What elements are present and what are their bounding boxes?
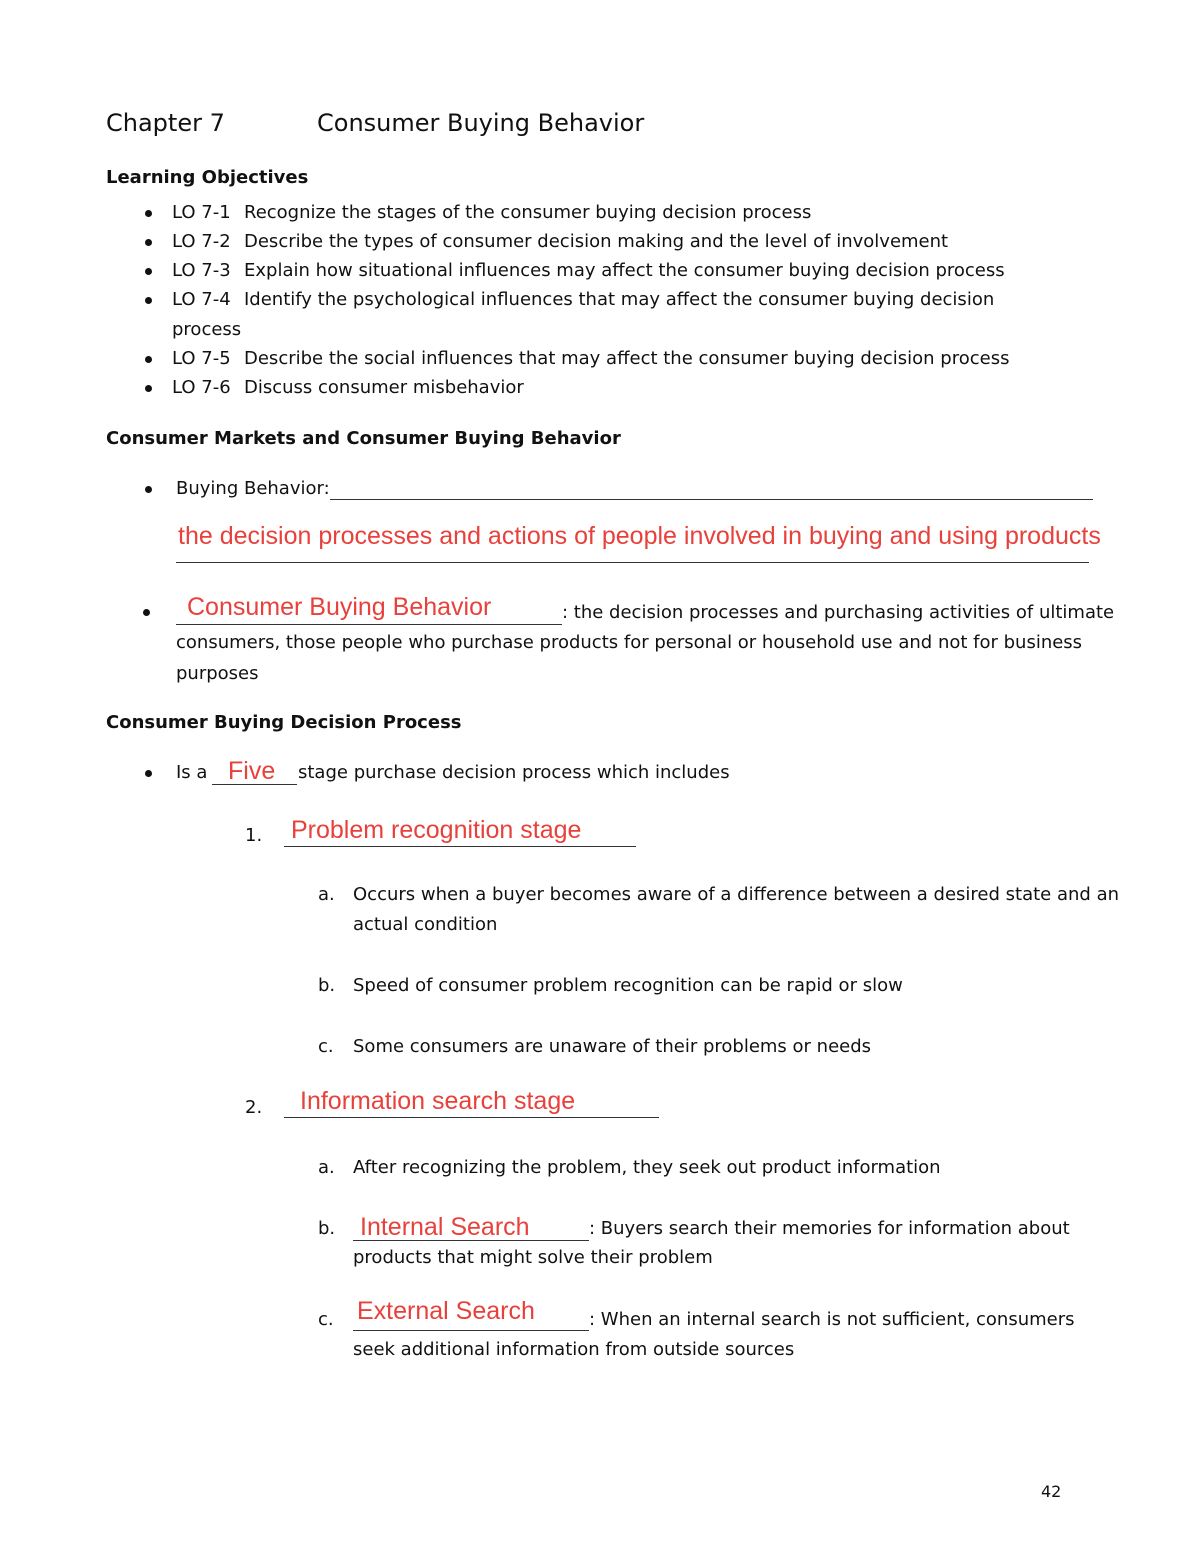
chapter-title: Consumer Buying Behavior [317,109,645,137]
cbb-definition: : the decision processes and purchasing activities of ultimate [562,602,1115,623]
blank-line [284,846,636,847]
item-text: : When an internal search is not sufficient, consumers [589,1309,1075,1330]
bullet-icon [145,268,152,275]
page-number: 42 [1041,1482,1062,1501]
bullet-icon [145,770,152,777]
external-search-answer: External Search [357,1297,535,1325]
cbb-definition: consumers, those people who purchase products for personal or household use and not for business [176,632,1083,653]
bullet-icon [145,239,152,246]
stage2-answer: Information search stage [300,1087,576,1115]
cbb-definition: purposes [176,663,259,684]
consumer-markets-heading: Consumer Markets and Consumer Buying Behavior [106,428,621,449]
learning-objectives-heading: Learning Objectives [106,167,309,188]
decision-process-heading: Consumer Buying Decision Process [106,712,462,733]
item-letter: c. [318,1309,334,1330]
item-letter: c. [318,1036,334,1057]
lo-item: LO 7-2 Describe the types of consumer decision making and the level of involvement [172,231,949,252]
blank-line [176,624,562,625]
bullet-icon [145,356,152,363]
item-text: seek additional information from outside sources [353,1339,795,1360]
stage1-number: 1. [245,825,263,846]
lo-item-continuation: process [172,319,242,340]
blank-line [330,499,1093,500]
item-text: Some consumers are unaware of their problems or needs [353,1036,872,1057]
bullet-icon [143,609,150,616]
bullet-icon [145,486,152,493]
item-text: Speed of consumer problem recognition can be rapid or slow [353,975,903,996]
item-text: actual condition [353,914,498,935]
lo-item: LO 7-3 Explain how situational influences may affect the consumer buying decision process [172,260,1005,281]
bullet-icon [145,297,152,304]
lo-item: LO 7-4 Identify the psychological influences that may affect the consumer buying decision [172,289,995,310]
blank-line [353,1240,589,1241]
bullet-icon [145,385,152,392]
intro-suffix: stage purchase decision process which includes [298,762,730,783]
item-letter: b. [318,1218,336,1239]
blank-line [353,1330,589,1331]
item-letter: a. [318,1157,335,1178]
item-text: After recognizing the problem, they seek out product information [353,1157,941,1178]
lo-item: LO 7-5 Describe the social influences that may affect the consumer buying decision process [172,348,1010,369]
buying-behavior-label: Buying Behavior: [176,478,330,499]
lo-item: LO 7-1 Recognize the stages of the consumer buying decision process [172,202,812,223]
item-text: : Buyers search their memories for information about [589,1218,1070,1239]
cbb-answer: Consumer Buying Behavior [187,593,492,621]
item-letter: a. [318,884,335,905]
item-letter: b. [318,975,336,996]
chapter-number: Chapter 7 [106,109,225,137]
lo-item: LO 7-6 Discuss consumer misbehavior [172,377,524,398]
item-text: Occurs when a buyer becomes aware of a difference between a desired state and an [353,884,1120,905]
item-text: products that might solve their problem [353,1247,713,1268]
intro-prefix: Is a [176,762,208,783]
buying-behavior-answer: the decision processes and actions of people involved in buying and using products [178,522,1101,550]
stage2-number: 2. [245,1097,263,1118]
bullet-icon [145,210,152,217]
stage1-answer: Problem recognition stage [291,816,582,844]
blank-line [176,562,1089,563]
internal-search-answer: Internal Search [360,1213,530,1241]
intro-answer: Five [228,757,276,785]
blank-line [284,1117,659,1118]
